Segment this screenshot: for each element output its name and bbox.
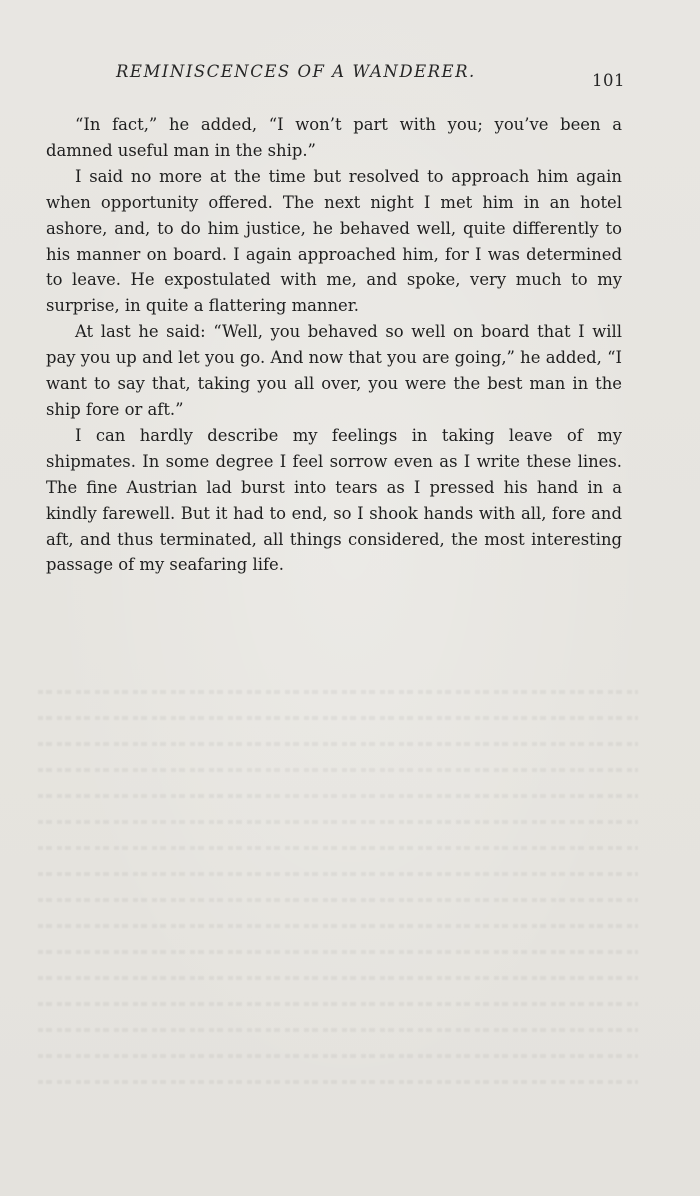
bleed-through-texture xyxy=(38,690,638,1090)
page-number: 101 xyxy=(592,71,625,90)
paragraph: I can hardly describe my feelings in taking leave of my shipmates. In some degree I feel sorrow even as I write these lines. The fine Austrian lad burst into tears as I pressed his hand in a kindly farewell. But it had to end, so I shook hands with all, fore and aft, and thus terminated, all things considered, the most interesting passage of my seafaring life. xyxy=(46,425,622,575)
paragraph: I said no more at the time but resolved to approach him again when opportunity offered. The next night I met him in an hotel ashore, and, to do him justice, he behaved well, quite differently to his manner on board. I again approached him, for I was determined to leave. He expostulated with me, and spoke, very much to my surprise, in quite a flattering manner. xyxy=(46,166,622,316)
body-text xyxy=(46,112,622,578)
paragraph: At last he said: “Well, you behaved so well on board that I will pay you up and let you go. And now that you are going,” he added, “I want to say that, taking you all over, you were the best man in the ship fore or aft.” xyxy=(46,322,622,419)
running-title: REMINISCENCES OF A WANDERER. xyxy=(116,62,476,81)
paragraph: “In fact,” he added, “I won’t part with you; you’ve been a damned useful man in the ship.” xyxy=(46,115,622,160)
page-header xyxy=(0,62,700,90)
